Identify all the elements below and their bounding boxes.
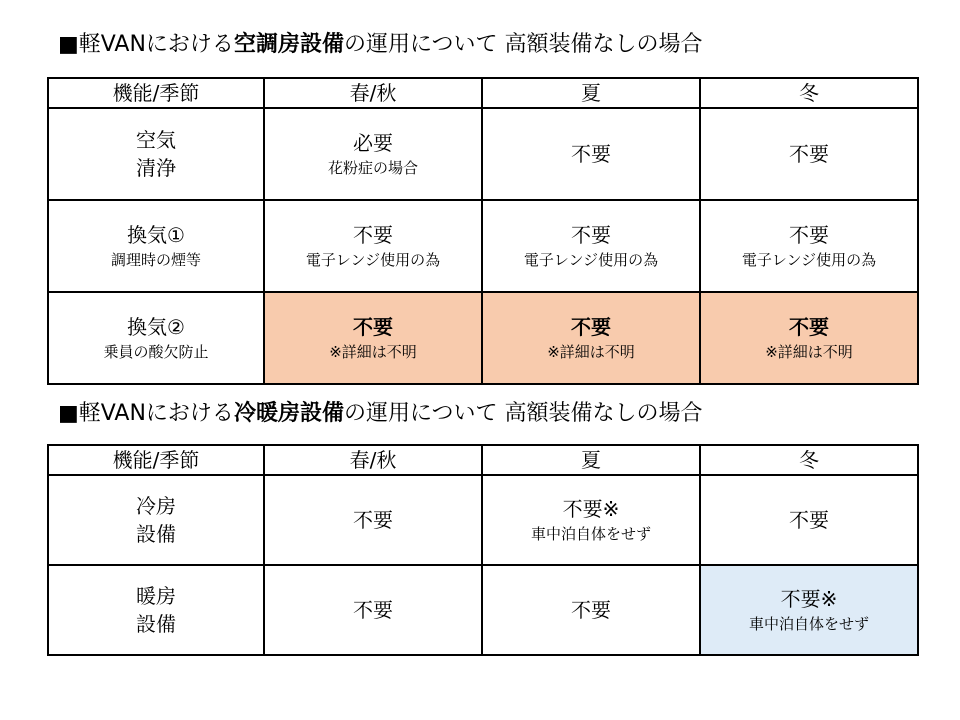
heading-air-conditioning bbox=[58, 31, 703, 59]
cell-main-text: 必要 bbox=[353, 131, 393, 155]
cell-main-text: 不要※ bbox=[562, 497, 620, 521]
cell-winter bbox=[700, 108, 918, 200]
cell-summer bbox=[482, 475, 700, 565]
cell-winter-highlighted bbox=[700, 565, 918, 655]
table-header-row bbox=[48, 445, 918, 475]
table-row-cooling bbox=[48, 475, 918, 565]
cell-main-text: 不要 bbox=[789, 142, 829, 166]
row-label-line: 清浄 bbox=[136, 156, 176, 180]
cell-spring-autumn bbox=[264, 200, 482, 292]
cell-main-text: 不要 bbox=[353, 598, 393, 622]
row-label-line: 換気② bbox=[127, 315, 185, 339]
row-label-line: 暖房 bbox=[136, 584, 176, 608]
heating-cooling-table bbox=[47, 444, 919, 656]
cell-summer bbox=[482, 108, 700, 200]
header-function-season: 機能/季節 bbox=[48, 445, 264, 475]
header-summer: 夏 bbox=[482, 78, 700, 108]
table-row-air-purification bbox=[48, 108, 918, 200]
cell-sub-text: ※詳細は不明 bbox=[329, 343, 417, 361]
heading-suffix: の運用について 高額装備なしの場合 bbox=[343, 32, 703, 57]
heading-emphasis: 冷暖房設備 bbox=[233, 401, 344, 426]
cell-sub-text: 電子レンジ使用の為 bbox=[523, 251, 659, 269]
header-summer: 夏 bbox=[482, 445, 700, 475]
heading-emphasis: 空調房設備 bbox=[233, 32, 344, 57]
row-label-line: 冷房 bbox=[136, 494, 176, 518]
row-label-sub: 乗員の酸欠防止 bbox=[103, 343, 209, 361]
cell-sub-text: 電子レンジ使用の為 bbox=[741, 251, 877, 269]
cell-sub-text: ※詳細は不明 bbox=[765, 343, 853, 361]
row-label-line: 設備 bbox=[136, 612, 176, 636]
cell-main-text: 不要 bbox=[353, 223, 393, 247]
cell-main-text: 不要 bbox=[789, 315, 829, 339]
cell-summer bbox=[482, 200, 700, 292]
cell-spring-autumn bbox=[264, 565, 482, 655]
row-label-line: 空気 bbox=[136, 128, 176, 152]
cell-sub-text: 電子レンジ使用の為 bbox=[305, 251, 441, 269]
cell-main-text: 不要 bbox=[789, 508, 829, 532]
table-header-row bbox=[48, 78, 918, 108]
cell-main-text: 不要 bbox=[353, 315, 393, 339]
cell-main-text: 不要 bbox=[353, 508, 393, 532]
row-label-cooling bbox=[48, 475, 264, 565]
cell-sub-text: 車中泊自体をせず bbox=[530, 525, 651, 543]
table-row-ventilation-1 bbox=[48, 200, 918, 292]
cell-main-text: 不要 bbox=[571, 142, 611, 166]
cell-sub-text: ※詳細は不明 bbox=[547, 343, 635, 361]
row-label-heating bbox=[48, 565, 264, 655]
heading-prefix: ■軽VANにおける bbox=[58, 32, 234, 57]
cell-summer bbox=[482, 565, 700, 655]
table-row-heating bbox=[48, 565, 918, 655]
row-label-ventilation-2 bbox=[48, 292, 264, 384]
cell-sub-text: 車中泊自体をせず bbox=[748, 615, 869, 633]
cell-sub-text: 花粉症の場合 bbox=[327, 159, 418, 177]
header-winter: 冬 bbox=[700, 445, 918, 475]
row-label-line: 設備 bbox=[136, 522, 176, 546]
heading-heating-cooling bbox=[58, 400, 703, 428]
cell-main-text: 不要 bbox=[789, 223, 829, 247]
header-winter: 冬 bbox=[700, 78, 918, 108]
cell-spring-autumn-highlighted bbox=[264, 292, 482, 384]
cell-main-text: 不要 bbox=[571, 315, 611, 339]
cell-main-text: 不要 bbox=[571, 223, 611, 247]
cell-spring-autumn bbox=[264, 475, 482, 565]
table-row-ventilation-2 bbox=[48, 292, 918, 384]
row-label-line: 換気① bbox=[127, 223, 185, 247]
row-label-sub: 調理時の煙等 bbox=[110, 251, 201, 269]
row-label-ventilation-1 bbox=[48, 200, 264, 292]
cell-main-text: 不要※ bbox=[780, 587, 838, 611]
cell-winter-highlighted bbox=[700, 292, 918, 384]
row-label-air-purification bbox=[48, 108, 264, 200]
heading-suffix: の運用について 高額装備なしの場合 bbox=[343, 401, 703, 426]
header-spring-autumn: 春/秋 bbox=[264, 445, 482, 475]
header-function-season: 機能/季節 bbox=[48, 78, 264, 108]
air-conditioning-table bbox=[47, 77, 919, 385]
cell-winter bbox=[700, 475, 918, 565]
cell-spring-autumn bbox=[264, 108, 482, 200]
cell-winter bbox=[700, 200, 918, 292]
cell-summer-highlighted bbox=[482, 292, 700, 384]
cell-main-text: 不要 bbox=[571, 598, 611, 622]
heading-prefix: ■軽VANにおける bbox=[58, 401, 234, 426]
header-spring-autumn: 春/秋 bbox=[264, 78, 482, 108]
